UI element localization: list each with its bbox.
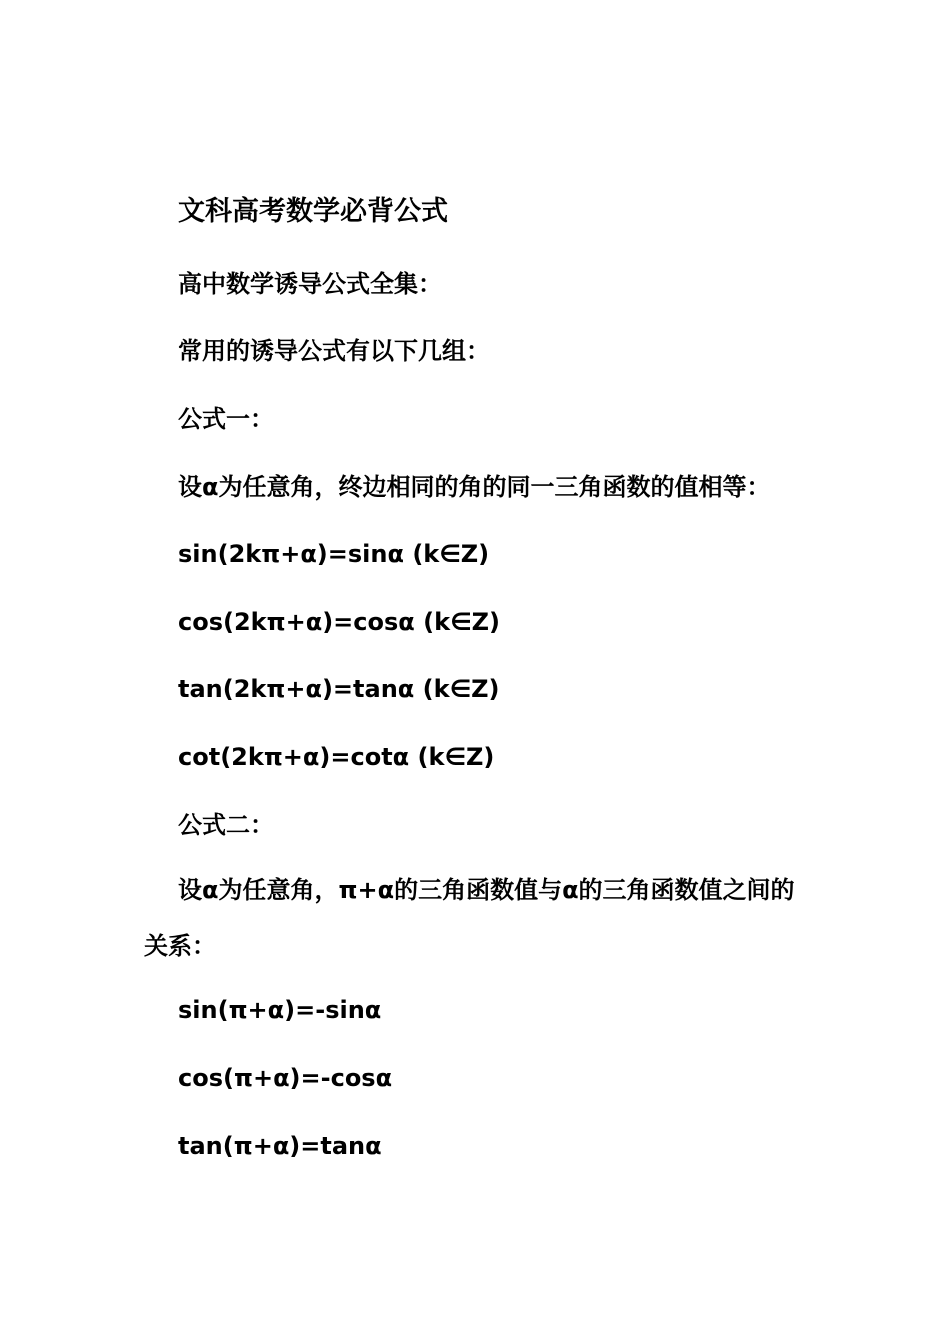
document-title: 文科高考数学必背公式 (178, 196, 448, 227)
formula2-label: 公式二： (178, 811, 274, 839)
formula1-sin: sin(2kπ+α)=sinα (k∈Z) (178, 540, 490, 568)
formula2-sin: sin(π+α)=-sinα (178, 996, 382, 1024)
formula1-description: 设α为任意角，终边相同的角的同一三角函数的值相等： (178, 473, 771, 501)
heading-all-formulas: 高中数学诱导公式全集： (178, 270, 442, 298)
formula2-tan: tan(π+α)=tanα (178, 1132, 382, 1160)
formula1-tan: tan(2kπ+α)=tanα (k∈Z) (178, 675, 500, 703)
formula2-cos: cos(π+α)=-cosα (178, 1064, 393, 1092)
formula1-cos: cos(2kπ+α)=cosα (k∈Z) (178, 608, 500, 636)
formula2-description: 设α为任意角，π+α的三角函数值与α的三角函数值之间的关系： (144, 876, 795, 960)
formula1-cot: cot(2kπ+α)=cotα (k∈Z) (178, 743, 495, 771)
formula1-label: 公式一： (178, 405, 274, 433)
common-groups-text: 常用的诱导公式有以下几组： (178, 337, 490, 365)
